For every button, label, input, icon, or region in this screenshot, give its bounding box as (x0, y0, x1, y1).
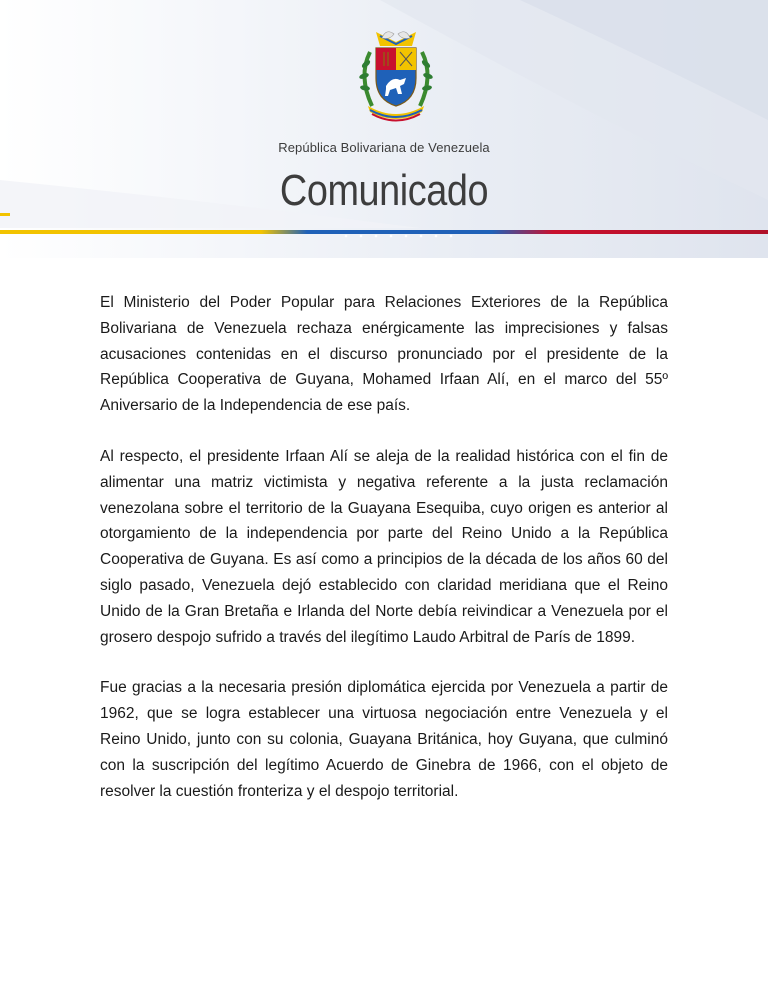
paragraph: Fue gracias a la necesaria presión diplomática ejercida por Venezuela a partir de 1962, que se logra establecer una virtuosa negociación entre Venezuela y el Reino Unido, junto con su colonia, Guayana Británica, hoy Guyana, que culminó con la suscripción del legítimo Acuerdo de Ginebra de 1966, con el objeto de resolver la cuestión fronteriza y el despojo territorial. (100, 679, 668, 800)
document-title: Comunicado (279, 166, 489, 215)
coat-of-arms-icon (346, 26, 446, 122)
paragraph: Al respecto, el presidente Irfaan Alí se aleja de la realidad histórica con el fin de alimentar una matriz victimista y negativa referente a la justa reclamación venezolana sobre el territorio de la Guayana Esequiba, cuyo origen es anterior al otorgamiento de la independencia por parte del Reino Unido a la República Cooperativa de Guyana. Es así como a principios de la década de los años 60 del siglo pasado, Venezuela dejó establecido con claridad meridiana que el Reino Unido de la Gran Bretaña e Irlanda del Norte debía reivindicar a Venezuela por el grosero despojo sufrido a través del ilegítimo Laudo Arbitral de París de 1899. (100, 447, 668, 646)
paragraph: El Ministerio del Poder Popular para Relaciones Exteriores de la República Bolivariana de Venezuela rechaza enérgicamente las imprecisiones y falsas acusaciones contenidas en el discurso pronunciado por el presidente de la República Cooperativa de Guyana, Mohamed Irfaan Alí, en el marco del 55º Aniversario de la Independencia de ese país. (100, 294, 668, 415)
issuer-name: República Bolivariana de Venezuela (278, 140, 490, 155)
communique-body (100, 290, 668, 829)
left-accent-mark (0, 213, 10, 216)
letterhead (0, 0, 768, 258)
stars-row-icon (338, 233, 458, 239)
